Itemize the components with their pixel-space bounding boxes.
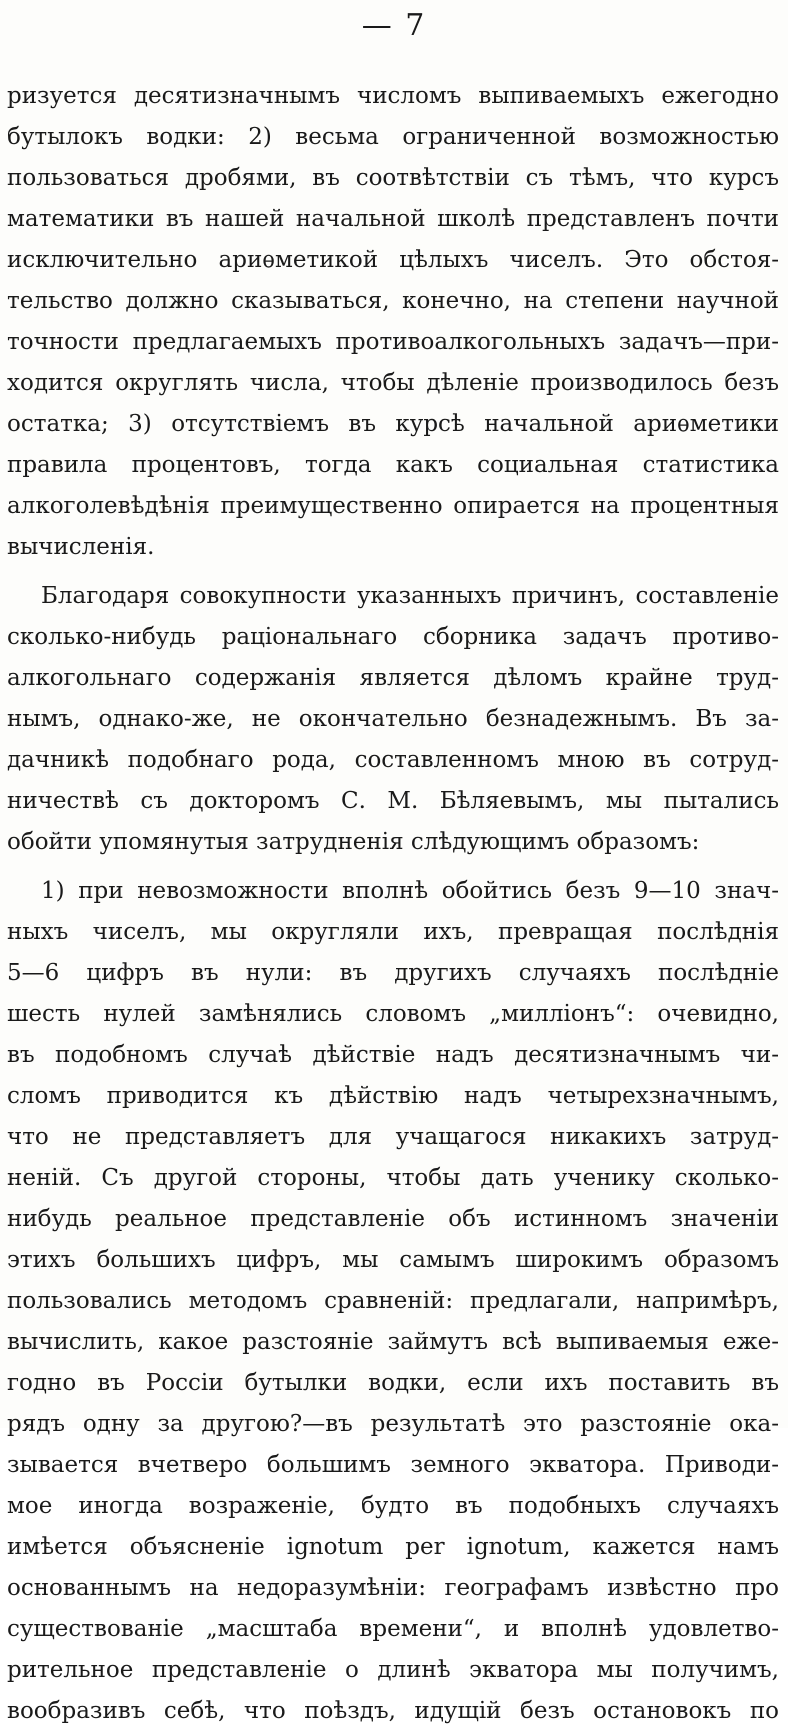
paragraph [7, 76, 779, 568]
text-line: вычислить, какое разстояніе займутъ всѣ выпиваемыя еже- [7, 1329, 779, 1355]
text-line: пользоваться дробями, въ соотвѣтствіи съ тѣмъ, что курсъ [7, 165, 779, 191]
text-line: ныхъ чиселъ, мы округляли ихъ, превращая послѣднія [7, 919, 779, 945]
text-line: рядъ одну за другою?—въ результатѣ это разстояніе ока- [7, 1411, 779, 1437]
text-line: годно въ Россіи бутылки водки, если ихъ поставить въ [7, 1370, 779, 1396]
text-line: 5—6 цифръ въ нули: въ другихъ случаяхъ послѣдніе [7, 960, 779, 986]
text-line: дачникѣ подобнаго рода, составленномъ мною въ сотруд- [7, 747, 779, 773]
text-line: остатка; 3) отсутствіемъ въ курсѣ начальной ариѳметики [7, 411, 779, 437]
text-line: сломъ приводится къ дѣйствію надъ четырехзначнымъ, [7, 1083, 779, 1109]
text-line: нибудь реальное представленіе объ истинномъ значеніи [7, 1206, 779, 1232]
text-line: что не представляетъ для учащагося никакихъ затруд- [7, 1124, 779, 1150]
text-line: рительное представленіе о длинѣ экватора мы получимъ, [7, 1657, 779, 1683]
text-line: алкогольнаго содержанія является дѣломъ крайне труд- [7, 665, 779, 691]
text-line: Благодаря совокупности указанныхъ причинъ, составленіе [41, 583, 779, 609]
text-line: ходится округлять числа, чтобы дѣленіе производилось безъ [7, 370, 779, 396]
text-line: вычисленія. [7, 534, 155, 560]
body-text [7, 76, 779, 1732]
text-line: зывается вчетверо большимъ земного экватора. Приводи- [7, 1452, 779, 1478]
text-line: математики въ нашей начальной школѣ представленъ почти [7, 206, 779, 232]
text-line: сколько-нибудь раціональнаго сборника задачъ противо- [7, 624, 779, 650]
text-line: ризуется десятизначнымъ числомъ выпиваемыхъ ежегодно [7, 83, 779, 109]
text-line: основаннымъ на недоразумѣніи: географамъ извѣстно про [7, 1575, 779, 1601]
text-line: бутылокъ водки: 2) весьма ограниченной возможностью [7, 124, 779, 150]
text-line: тельство должно сказываться, конечно, на степени научной [7, 288, 779, 314]
text-line: пользовались методомъ сравненій: предлагали, напримѣръ, [7, 1288, 779, 1314]
text-line: нымъ, однако-же, не окончательно безнадежнымъ. Въ за- [7, 706, 779, 732]
text-line: шесть нулей замѣнялись словомъ „милліонъ“: очевидно, [7, 1001, 779, 1027]
text-line: вообразивъ себѣ, что поѣздъ, идущій безъ остановокъ по [7, 1698, 779, 1724]
text-line: исключительно ариѳметикой цѣлыхъ чиселъ. Это обстоя- [7, 247, 779, 273]
text-line: мое иногда возраженіе, будто въ подобныхъ случаяхъ [7, 1493, 779, 1519]
text-line: 1) при невозможности вполнѣ обойтись безъ 9—10 знач- [41, 878, 779, 904]
text-line: имѣется объясненіе ignotum per ignotum, кажется намъ [7, 1534, 779, 1560]
text-line: ничествѣ съ докторомъ С. М. Бѣляевымъ, мы пытались [7, 788, 779, 814]
paragraph [7, 576, 779, 863]
page-number: — 7 [361, 8, 427, 43]
text-line: существованіе „масштаба времени“, и вполнѣ удовлетво- [7, 1616, 779, 1642]
paragraph [7, 871, 779, 1732]
text-line: этихъ большихъ цифръ, мы самымъ широкимъ образомъ [7, 1247, 779, 1273]
text-line: алкоголевѣдѣнія преимущественно опирается на процентныя [7, 493, 779, 519]
text-line: въ подобномъ случаѣ дѣйствіе надъ десятизначнымъ чи- [7, 1042, 779, 1068]
text-line: неній. Съ другой стороны, чтобы дать ученику сколько- [7, 1165, 779, 1191]
text-line: правила процентовъ, тогда какъ социальная статистика [7, 452, 779, 478]
text-line: обойти упомянутыя затрудненія слѣдующимъ образомъ: [7, 829, 700, 855]
text-line: точности предлагаемыхъ противоалкогольныхъ задачъ—при- [7, 329, 779, 355]
